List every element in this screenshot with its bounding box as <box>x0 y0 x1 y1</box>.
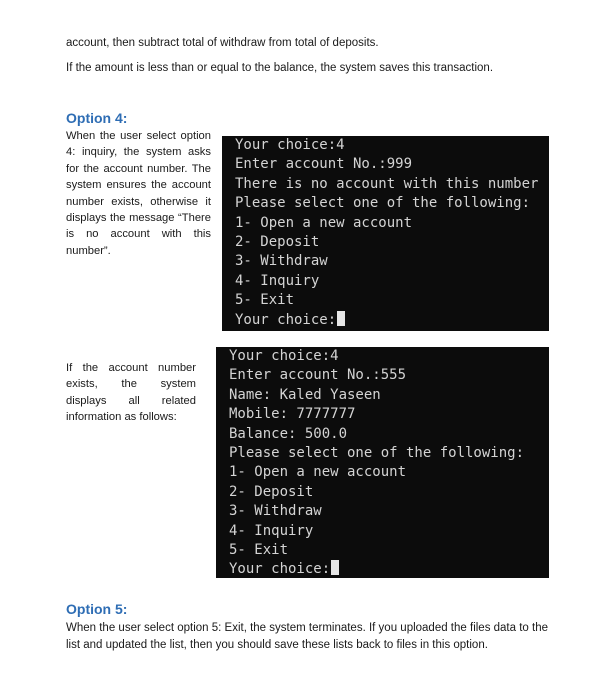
console-line: Enter account No.:999 <box>235 156 413 173</box>
cursor-block <box>331 560 339 575</box>
desc-line: number exists, otherwise it <box>66 195 211 208</box>
console-line: 4- Inquiry <box>235 272 320 289</box>
console-line: Please select one of the following: <box>235 195 531 212</box>
desc-line: displays the message “There <box>66 212 211 225</box>
console-line: 5- Exit <box>235 292 295 309</box>
intro-line-1: account, then subtract total of withdraw from total of deposits. <box>66 37 379 49</box>
option4-heading: Option 4: <box>66 110 128 126</box>
console-prompt: Your choice: <box>235 311 337 328</box>
desc-line: for the account number. The <box>66 162 211 175</box>
console-line: Balance: 500.0 <box>229 425 348 442</box>
console-prompt: Your choice: <box>229 561 331 578</box>
console-prompt-line <box>229 560 549 579</box>
console-line: 4- Inquiry <box>229 522 314 539</box>
desc-line: is no account with this <box>66 228 211 241</box>
console-line: Please select one of the following: <box>229 445 525 462</box>
console-line: Your choice:4 <box>235 137 345 153</box>
console-prompt-line <box>235 311 549 330</box>
desc-line: If the account number <box>66 362 196 374</box>
console-line: Mobile: 7777777 <box>229 406 356 423</box>
desc-line: system ensures the account <box>66 179 211 192</box>
exists-console <box>216 347 549 578</box>
desc-line: When the user select option <box>66 130 211 142</box>
desc-line: information as follows: <box>66 411 177 424</box>
console-line: 2- Deposit <box>235 234 320 251</box>
desc-line: displays all related <box>66 394 196 407</box>
console-line: There is no account with this number <box>235 175 539 192</box>
intro-line-2: If the amount is less than or equal to the balance, the system saves this transaction. <box>66 62 494 74</box>
console-line: 3- Withdraw <box>235 253 328 270</box>
console-line: 5- Exit <box>229 542 289 559</box>
desc-line: 4: inquiry, the system asks <box>66 146 211 159</box>
desc-line: number”. <box>66 244 111 257</box>
exists-description <box>66 360 196 426</box>
option5-line-1: When the user select option 5: Exit, the system terminates. If you uploaded the files data to the <box>66 622 548 634</box>
console-line: 2- Deposit <box>229 483 314 500</box>
console-line: Your choice:4 <box>229 348 339 364</box>
option5-line-2: list and updated the list, then you should save these lists back to files in this option. <box>66 639 488 651</box>
option4-description <box>66 128 211 259</box>
console-line: Name: Kaled Yaseen <box>229 386 381 403</box>
console-line: Enter account No.:555 <box>229 367 407 384</box>
desc-line: exists, the system <box>66 378 196 391</box>
console-line: 1- Open a new account <box>229 464 407 481</box>
console-line: 1- Open a new account <box>235 214 413 231</box>
option4-console <box>222 136 549 331</box>
cursor-block <box>337 311 345 326</box>
console-line: 3- Withdraw <box>229 503 322 520</box>
option5-heading: Option 5: <box>66 601 128 617</box>
